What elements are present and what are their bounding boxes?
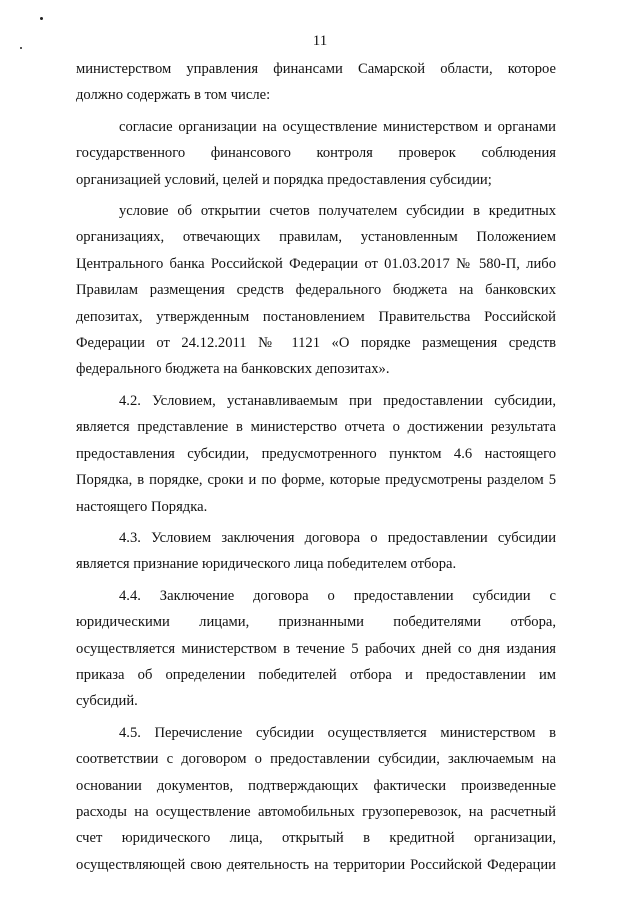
text-line: 4.5. Перечисление субсидии осуществляется министерством в bbox=[119, 724, 556, 741]
text-line: юридическими лицами, признанными победителями отбора, bbox=[76, 614, 556, 631]
text-line: Федерации от 24.12.2011 № 1121 «О порядке размещения средств bbox=[76, 335, 556, 352]
text-line: приказа об определении победителей отбора и предоставлении им bbox=[76, 666, 556, 683]
text-line: субсидий. bbox=[76, 693, 138, 710]
text-line: должно содержать в том числе: bbox=[76, 87, 271, 104]
text-line: депозитах, утвержденным постановлением Правительства Российской bbox=[76, 308, 556, 325]
text-line: организациях, отвечающих правилам, установленным Положением bbox=[76, 229, 556, 246]
text-line: министерством управления финансами Самарской области, которое bbox=[76, 61, 556, 77]
paragraph bbox=[76, 114, 556, 193]
text-line: соответствии с договором о предоставлении субсидии, заключаемым на bbox=[76, 751, 556, 768]
scan-speck bbox=[40, 17, 43, 20]
text-line: 4.3. Условием заключения договора о предоставлении субсидии bbox=[119, 529, 556, 546]
paragraph bbox=[76, 388, 556, 520]
text-line: счет юридического лица, открытый в кредитной организации, bbox=[76, 830, 556, 847]
text-line: осуществляется министерством в течение 5 рабочих дней со дня издания bbox=[76, 640, 556, 657]
text-line: Центрального банка Российской Федерации от 01.03.2017 № 580-П, либо bbox=[76, 255, 556, 272]
paragraph bbox=[76, 720, 556, 878]
text-line: организацией условий, целей и порядка предоставления субсидии; bbox=[76, 171, 492, 188]
text-line: основании документов, подтверждающих фактически произведенные bbox=[76, 777, 556, 794]
text-line: федерального бюджета на банковских депозитах». bbox=[76, 361, 390, 378]
text-line: настоящего Порядка. bbox=[76, 498, 208, 515]
text-line: 4.2. Условием, устанавливаемым при предоставлении субсидии, bbox=[119, 392, 556, 409]
text-line: является представление в министерство отчета о достижении результата bbox=[76, 419, 556, 436]
text-line: государственного финансового контроля проверок соблюдения bbox=[76, 145, 556, 162]
text-line: предоставления субсидии, предусмотренного пунктом 4.6 настоящего bbox=[76, 445, 556, 462]
text-line: Порядка, в порядке, сроки и по форме, которые предусмотрены разделом 5 bbox=[76, 472, 556, 489]
text-line: является признание юридического лица победителем отбора. bbox=[76, 556, 457, 573]
text-line: 4.4. Заключение договора о предоставлении субсидии с bbox=[119, 587, 556, 604]
text-line: согласие организации на осуществление министерством и органами bbox=[119, 118, 556, 135]
text-line: осуществляющей свою деятельность на территории Российской Федерации bbox=[76, 856, 556, 873]
text-line: Правилам размещения средств федерального бюджета на банковских bbox=[76, 282, 556, 299]
document-body bbox=[76, 56, 556, 883]
paragraph bbox=[76, 198, 556, 383]
paragraph bbox=[76, 525, 556, 578]
paragraph bbox=[76, 56, 556, 109]
text-line: расходы на осуществление автомобильных грузоперевозок, на расчетный bbox=[76, 803, 556, 820]
paragraph bbox=[76, 583, 556, 715]
text-line: условие об открытии счетов получателем субсидии в кредитных bbox=[119, 203, 556, 220]
page-number: 11 bbox=[312, 33, 328, 49]
